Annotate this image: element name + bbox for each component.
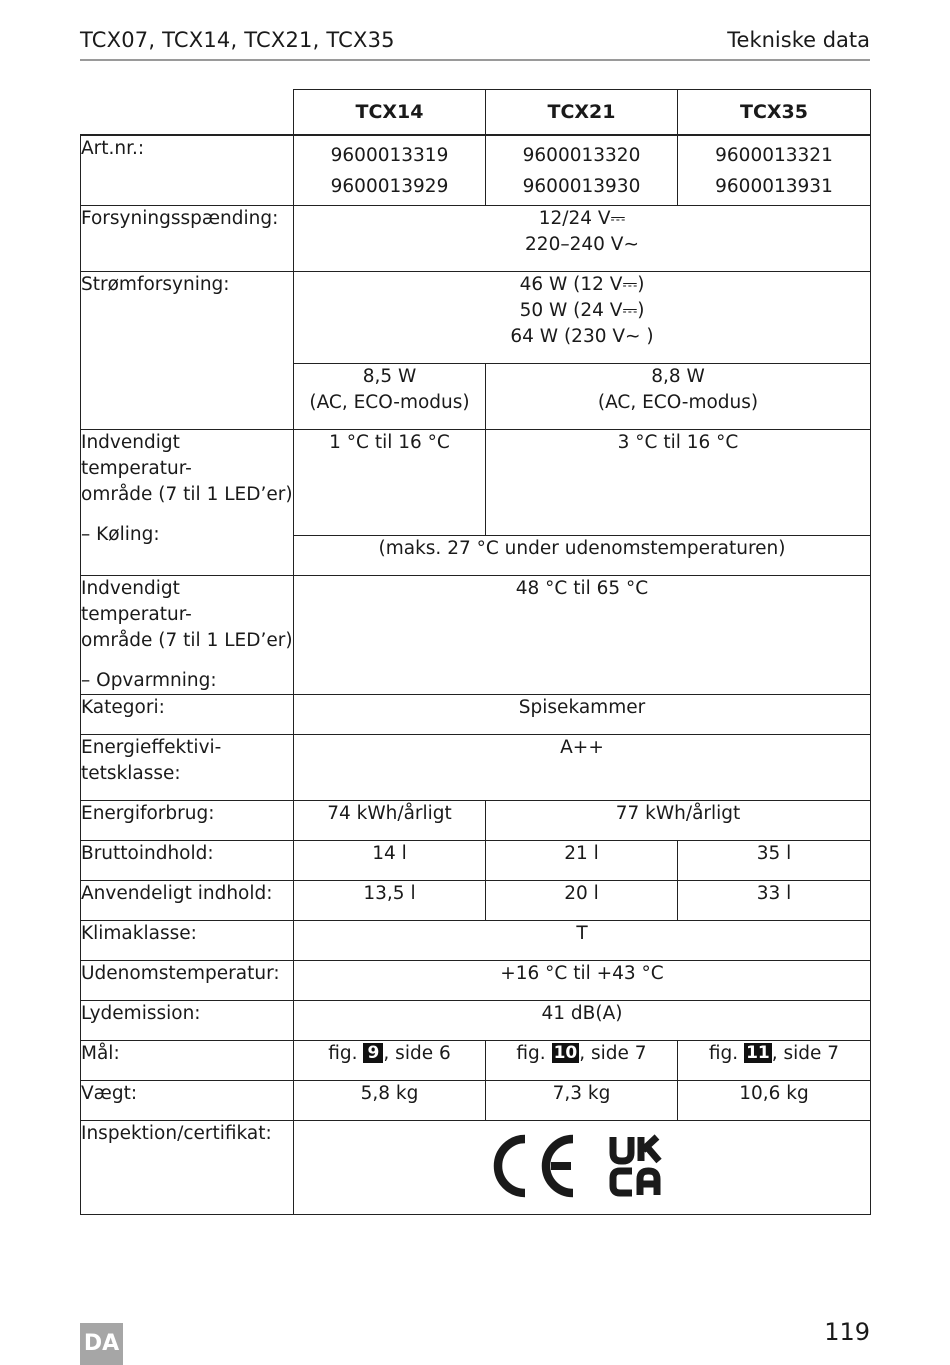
cooling-note: (maks. 27 °C under udenomstemperaturen)	[294, 536, 871, 576]
page-reference: , side 7	[579, 1043, 647, 1064]
gross-tcx21: 21 l	[486, 841, 678, 881]
document-models-heading: TCX07, TCX14, TCX21, TCX35	[80, 28, 395, 52]
table-row-dimensions	[81, 1041, 871, 1081]
art-nr-value: 9600013320	[522, 144, 641, 166]
category-value: Spisekammer	[294, 695, 871, 735]
row-label: Inspektion/certifikat:	[81, 1121, 294, 1215]
table-row-weight	[81, 1081, 871, 1121]
art-nr-tcx21	[486, 135, 678, 206]
row-label: Art.nr.:	[81, 135, 294, 206]
figure-reference[interactable]: 9	[363, 1043, 383, 1063]
table-row-energy-use	[81, 801, 871, 841]
noise-value: 41 dB(A)	[294, 1001, 871, 1041]
ambient-value: +16 °C til +43 °C	[294, 961, 871, 1001]
usable-tcx21: 20 l	[486, 881, 678, 921]
technical-data-table	[80, 89, 871, 1215]
row-label: Forsyningsspænding:	[81, 206, 294, 272]
table-row-category	[81, 695, 871, 735]
art-nr-tcx35	[678, 135, 871, 206]
eco-power-value: 8,5 W	[362, 366, 417, 387]
column-header-tcx21: TCX21	[486, 90, 678, 135]
supply-voltage-value	[294, 206, 871, 272]
row-label: Lydemission:	[81, 1001, 294, 1041]
art-nr-value: 9600013321	[715, 144, 833, 166]
eco-power-tcx14	[294, 364, 486, 430]
row-label	[81, 576, 294, 695]
table-row-art-nr	[81, 135, 871, 206]
row-label: Kategori:	[81, 695, 294, 735]
table-row-cooling	[81, 430, 871, 536]
energy-class-label-line: tetsklasse:	[81, 763, 181, 784]
weight-tcx14: 5,8 kg	[294, 1081, 486, 1121]
eco-power-tcx21-tcx35	[486, 364, 871, 430]
row-label: Energiforbrug:	[81, 801, 294, 841]
cooling-label-line: Indvendigt temperatur-	[81, 432, 192, 479]
art-nr-value: 9600013931	[715, 175, 833, 197]
fig-word: fig.	[328, 1043, 358, 1064]
figure-reference[interactable]: 10	[553, 1043, 578, 1063]
page-reference: , side 6	[383, 1043, 451, 1064]
fig-word: fig.	[516, 1043, 546, 1064]
certificate-marks	[294, 1121, 871, 1215]
table-row-ambient	[81, 961, 871, 1001]
power-line: 46 W (12 V⎓)	[519, 274, 645, 295]
row-label: Strømforsyning:	[81, 272, 294, 430]
eco-power-value: 8,8 W	[651, 366, 705, 387]
cooling-tcx14: 1 °C til 16 °C	[294, 430, 486, 536]
dims-tcx21	[486, 1041, 678, 1081]
power-values	[294, 272, 871, 364]
table-row-climate-class	[81, 921, 871, 961]
row-label: Anvendeligt indhold:	[81, 881, 294, 921]
energy-class-value: A++	[294, 735, 871, 801]
eco-power-mode: (AC, ECO-modus)	[597, 392, 759, 413]
art-nr-tcx14	[294, 135, 486, 206]
usable-tcx35: 33 l	[678, 881, 871, 921]
section-title: Tekniske data	[727, 28, 870, 52]
row-label: Mål:	[81, 1041, 294, 1081]
row-label: Udenomstemperatur:	[81, 961, 294, 1001]
weight-tcx21: 7,3 kg	[486, 1081, 678, 1121]
voltage-ac: 220–240 V∼	[525, 234, 639, 255]
art-nr-value: 9600013319	[330, 144, 449, 166]
gross-tcx35: 35 l	[678, 841, 871, 881]
heating-label-line: område (7 til 1 LED’er)	[81, 630, 293, 651]
table-row-usable-volume	[81, 881, 871, 921]
table-row-power	[81, 272, 871, 364]
cooling-label-line: område (7 til 1 LED’er)	[81, 484, 293, 505]
energy-class-label-line: Energieffektivi-	[81, 737, 222, 758]
energy-use-tcx21-tcx35: 77 kWh/årligt	[486, 801, 871, 841]
energy-use-tcx14: 74 kWh/årligt	[294, 801, 486, 841]
row-label	[81, 735, 294, 801]
table-row-certificate	[81, 1121, 871, 1215]
column-header-tcx35: TCX35	[678, 90, 871, 135]
fig-word: fig.	[708, 1043, 739, 1064]
heating-label-line: – Opvarmning:	[81, 670, 217, 691]
language-badge: DA	[80, 1323, 123, 1365]
art-nr-value: 9600013930	[522, 175, 641, 197]
table-header-row	[81, 90, 871, 135]
power-line: 64 W (230 V∼ )	[510, 326, 654, 347]
table-row-noise	[81, 1001, 871, 1041]
page-number: 119	[824, 1318, 870, 1346]
ce-ukca-marks-icon	[489, 1133, 675, 1199]
voltage-dc: 12/24 V⎓	[538, 208, 626, 229]
row-label: Klimaklasse:	[81, 921, 294, 961]
row-label: Vægt:	[81, 1081, 294, 1121]
heating-value: 48 °C til 65 °C	[294, 576, 871, 695]
header-divider	[80, 59, 870, 61]
page-reference: , side 7	[771, 1043, 840, 1064]
climate-value: T	[294, 921, 871, 961]
row-label: Bruttoindhold:	[81, 841, 294, 881]
table-row-gross-volume	[81, 841, 871, 881]
eco-power-mode: (AC, ECO-modus)	[309, 392, 470, 413]
cooling-tcx21-tcx35: 3 °C til 16 °C	[486, 430, 871, 536]
table-row-supply-voltage	[81, 206, 871, 272]
table-row-energy-class	[81, 735, 871, 801]
heating-label-line: Indvendigt temperatur-	[81, 578, 192, 625]
art-nr-value: 9600013929	[330, 175, 449, 197]
row-label	[81, 430, 294, 576]
dims-tcx35	[678, 1041, 871, 1081]
figure-reference[interactable]: 11	[746, 1043, 770, 1063]
gross-tcx14: 14 l	[294, 841, 486, 881]
table-row-heating	[81, 576, 871, 695]
dims-tcx14	[294, 1041, 486, 1081]
weight-tcx35: 10,6 kg	[678, 1081, 871, 1121]
cooling-label-line: – Køling:	[81, 524, 160, 545]
power-line: 50 W (24 V⎓)	[519, 300, 645, 321]
column-header-tcx14: TCX14	[294, 90, 486, 135]
usable-tcx14: 13,5 l	[294, 881, 486, 921]
